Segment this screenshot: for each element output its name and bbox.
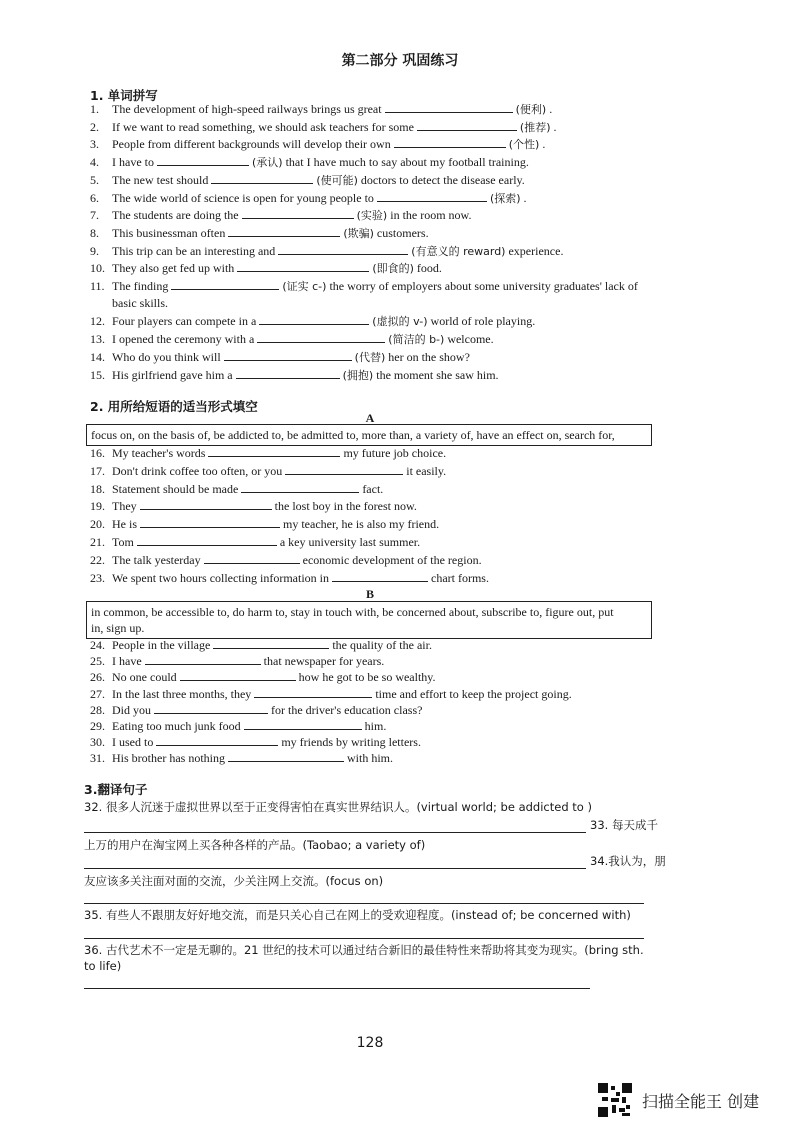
answer-blank[interactable] xyxy=(417,119,517,131)
scanner-brand-text: 扫描全能王 创建 xyxy=(642,1091,760,1111)
chinese-hint: (虚拟的 v-) xyxy=(372,315,428,329)
chinese-hint: (推荐) xyxy=(519,120,551,134)
q36-prompt-line2: to life) xyxy=(84,959,122,973)
question-text-end: chart forms. xyxy=(431,570,489,585)
answer-blank[interactable] xyxy=(236,367,340,379)
question-text-end: it easily. xyxy=(406,463,447,478)
question-text: My teacher's words xyxy=(112,446,206,460)
question-text-end: that I have much to say about my football training. xyxy=(285,155,529,170)
question-text: The students are doing the xyxy=(112,208,239,223)
question-line xyxy=(90,750,393,765)
answer-blank[interactable] xyxy=(208,445,340,457)
question-text: I have xyxy=(112,654,142,669)
question-line xyxy=(90,718,386,733)
question-line xyxy=(90,653,384,668)
question-line xyxy=(90,734,421,749)
question-number: 18. xyxy=(90,481,105,496)
question-text: The development of high-speed railways brings us great xyxy=(112,102,382,116)
question-line xyxy=(90,313,535,329)
question-line xyxy=(90,552,482,567)
question-number: 11. xyxy=(90,279,105,293)
question-text: We spent two hours collecting information in xyxy=(112,570,329,585)
question-text-end: how he got to be so wealthy. xyxy=(298,670,436,685)
question-number: 30. xyxy=(90,735,105,750)
question-line xyxy=(90,119,557,135)
question-text: I have to xyxy=(112,155,154,170)
question-line xyxy=(90,498,417,513)
question-line xyxy=(90,686,572,701)
question-number: 12. xyxy=(90,314,105,329)
question-number: 27. xyxy=(90,686,105,701)
question-text: Four players can compete in a xyxy=(112,314,257,329)
answer-blank[interactable] xyxy=(241,481,359,493)
answer-blank[interactable] xyxy=(385,101,513,113)
group-b-phrase-box xyxy=(86,601,652,639)
question-number: 7. xyxy=(90,208,99,223)
question-line xyxy=(90,534,420,549)
chinese-hint: (承认) xyxy=(251,156,283,170)
question-number: 25. xyxy=(90,654,105,669)
question-text-end: that newspaper for years. xyxy=(263,654,385,669)
question-line xyxy=(90,516,439,531)
group-b-phrases-line2: in, sign up. xyxy=(91,621,145,635)
question-text: His brother has nothing xyxy=(112,751,225,766)
answer-blank[interactable] xyxy=(332,570,428,582)
section1-heading: 1. 单词拼写 xyxy=(90,88,158,103)
question-number: 29. xyxy=(90,719,105,733)
answer-blank[interactable] xyxy=(278,243,408,255)
answer-blank[interactable] xyxy=(224,349,352,361)
question-text-end: with him. xyxy=(347,751,394,766)
question-text-end: . xyxy=(553,119,557,134)
question-text-end: the quality of the air. xyxy=(332,638,432,652)
answer-blank[interactable] xyxy=(171,278,279,290)
question-line xyxy=(90,154,529,170)
q34-prompt-end: 友应该多关注面对面的交流，少关注网上交流。(focus on) xyxy=(84,874,384,888)
question-text: This businessman often xyxy=(112,225,226,240)
section3-heading: 3.翻译句子 xyxy=(84,782,148,797)
question-text: People from different backgrounds will develop their own xyxy=(112,137,391,152)
question-text: Did you xyxy=(112,702,151,717)
question-line xyxy=(90,349,470,365)
question-line xyxy=(90,278,638,294)
question-number: 23. xyxy=(90,570,105,585)
chinese-hint: (便利) xyxy=(515,103,547,116)
answer-blank[interactable] xyxy=(140,516,280,528)
qr-code-icon xyxy=(598,1083,632,1117)
question-text-end: my friends by writing letters. xyxy=(281,735,421,750)
answer-blank[interactable] xyxy=(228,225,340,237)
question-text-end: my teacher, he is also my friend. xyxy=(283,517,440,532)
question-text-end: food. xyxy=(416,261,442,276)
question-text-end: welcome. xyxy=(447,332,494,347)
chinese-hint: (实验) xyxy=(356,209,388,223)
question-text: If we want to read something, we should ask teachers for some xyxy=(112,119,414,134)
question-text: basic skills. xyxy=(112,295,168,310)
question-text: The new test should xyxy=(112,172,209,187)
q33-prompt-end: 上万的用户在淘宝网上买各种各样的产品。(Taobao; a variety of) xyxy=(84,838,426,852)
question-text: Tom xyxy=(112,535,134,549)
question-number: 21. xyxy=(90,535,105,549)
question-line xyxy=(90,367,499,383)
answer-blank[interactable] xyxy=(285,463,403,475)
scanner-footer xyxy=(598,1083,759,1117)
question-number: 22. xyxy=(90,552,105,567)
question-text: Eating too much junk food xyxy=(112,719,241,733)
q32-answer-line[interactable] xyxy=(84,832,586,833)
question-text: No one could xyxy=(112,670,177,685)
question-number: 13. xyxy=(90,332,105,347)
question-text-end: for the driver's education class? xyxy=(271,702,423,717)
question-number: 31. xyxy=(90,751,105,766)
question-text: He is xyxy=(112,517,137,532)
q32-prompt: 32. 很多人沉迷于虚拟世界以至于正变得害怕在真实世界结识人。(virtual world; be addicted to ) xyxy=(84,800,592,814)
question-number: 17. xyxy=(90,463,105,478)
question-number: 24. xyxy=(90,638,105,652)
answer-blank[interactable] xyxy=(394,136,506,148)
chinese-hint: (使可能) xyxy=(316,173,358,187)
question-text-end: the worry of employers about some university graduates' lack of xyxy=(329,279,638,293)
question-number: 14. xyxy=(90,349,105,364)
answer-blank[interactable] xyxy=(254,686,372,698)
answer-blank[interactable] xyxy=(137,534,277,546)
question-number: 26. xyxy=(90,670,105,685)
question-text-end: world of role playing. xyxy=(430,314,536,329)
question-number: 15. xyxy=(90,367,105,382)
question-line xyxy=(90,225,429,241)
answer-blank[interactable] xyxy=(237,260,369,272)
question-line xyxy=(90,331,494,347)
question-number: 10. xyxy=(90,261,105,276)
question-number: 3. xyxy=(90,137,99,152)
answer-blank[interactable] xyxy=(156,734,278,746)
chinese-hint: (个性) xyxy=(508,138,540,152)
chinese-hint: (有意义的 reward) xyxy=(411,244,506,258)
group-a-phrase-box xyxy=(86,424,652,446)
answer-blank[interactable] xyxy=(377,190,487,202)
group-a-label: A xyxy=(365,411,375,425)
question-text-end: fact. xyxy=(362,481,384,496)
answer-blank[interactable] xyxy=(242,207,354,219)
question-text-end: experience. xyxy=(508,243,564,258)
question-text-end: a key university last summer. xyxy=(279,535,421,549)
question-text: Statement should be made xyxy=(112,481,239,496)
question-text-end: time and effort to keep the project going. xyxy=(375,686,572,701)
group-b-phrases-line1: in common, be accessible to, do harm to, stay in touch with, be concerned about, subscribe to, figure out, put xyxy=(91,605,614,619)
question-line xyxy=(90,260,442,276)
question-number: 6. xyxy=(90,190,99,205)
answer-blank[interactable] xyxy=(244,718,362,730)
q33-answer-line[interactable] xyxy=(84,868,586,869)
question-text-end: in the room now. xyxy=(390,208,472,223)
question-number: 28. xyxy=(90,702,105,717)
question-line xyxy=(90,445,446,460)
question-line xyxy=(90,570,489,585)
question-text-end: economic development of the region. xyxy=(302,552,482,567)
question-line xyxy=(90,101,552,117)
q36-prompt-line1: 36. 古代艺术不一定是无聊的。21 世纪的技术可以通过结合新旧的最佳特性来帮助将其变为现实。(bring sth. xyxy=(84,943,644,957)
answer-blank[interactable] xyxy=(140,498,272,510)
q33-prompt-start: 33. 每天成千 xyxy=(590,818,658,832)
chinese-hint: (探索) xyxy=(489,191,521,205)
question-text-end: customers. xyxy=(376,225,429,240)
question-text-end: doctors to detect the disease early. xyxy=(360,172,525,187)
question-text: In the last three months, they xyxy=(112,686,252,701)
question-number: 2. xyxy=(90,119,99,134)
question-line xyxy=(90,243,563,259)
question-text-end: the moment she saw him. xyxy=(376,367,499,382)
question-number: 20. xyxy=(90,517,105,532)
question-text-end: her on the show? xyxy=(388,349,470,364)
question-text: They xyxy=(112,499,137,514)
question-text: I opened the ceremony with a xyxy=(112,332,255,347)
q35-answer-line[interactable] xyxy=(84,938,644,939)
question-number: 1. xyxy=(90,102,99,116)
answer-blank[interactable] xyxy=(211,172,313,184)
question-text: People in the village xyxy=(112,638,211,652)
group-a-phrases: focus on, on the basis of, be addicted to, be admitted to, more than, a variety of, have an effect on, search for, xyxy=(91,428,615,442)
question-text: I used to xyxy=(112,735,154,750)
question-text-end: my future job choice. xyxy=(343,446,447,460)
question-text-end: the lost boy in the forest now. xyxy=(274,499,417,514)
question-text: Who do you think will xyxy=(112,349,221,364)
question-line xyxy=(90,463,446,478)
question-text: The finding xyxy=(112,279,169,293)
answer-blank[interactable] xyxy=(157,154,249,166)
answer-blank[interactable] xyxy=(145,653,261,665)
question-line xyxy=(90,669,436,684)
section2-heading: 2. 用所给短语的适当形式填空 xyxy=(90,399,258,414)
answer-blank[interactable] xyxy=(228,750,344,762)
q36-answer-line[interactable] xyxy=(84,988,590,989)
chinese-hint: (证实 c-) xyxy=(282,280,327,293)
question-line xyxy=(90,481,383,496)
question-number: 19. xyxy=(90,499,105,514)
question-number: 9. xyxy=(90,243,99,258)
chinese-hint: (即食的) xyxy=(372,262,414,276)
question-number: 8. xyxy=(90,225,99,240)
answer-blank[interactable] xyxy=(180,669,296,681)
answer-blank[interactable] xyxy=(257,331,385,343)
chinese-hint: (简洁的 b-) xyxy=(388,333,445,347)
q35-prompt: 35. 有些人不跟朋友好好地交流，而是只关心自己在网上的受欢迎程度。(instead of; be concerned with) xyxy=(84,908,631,922)
q34-prompt-start: 34.我认为，朋 xyxy=(590,854,666,868)
question-line xyxy=(90,136,545,152)
answer-blank[interactable] xyxy=(259,313,369,325)
page-number: 128 xyxy=(356,1035,384,1051)
question-line xyxy=(90,637,432,652)
question-number: 4. xyxy=(90,155,99,170)
question-text: Don't drink coffee too often, or you xyxy=(112,463,283,478)
group-b-label: B xyxy=(365,587,374,601)
answer-blank[interactable] xyxy=(154,702,268,714)
question-text-end: . xyxy=(542,137,546,152)
question-text-end: . xyxy=(523,190,527,205)
page-title: 第二部分 巩固练习 xyxy=(341,53,459,69)
answer-blank[interactable] xyxy=(213,637,329,649)
question-text: This trip can be an interesting and xyxy=(112,243,276,258)
chinese-hint: (欺骗) xyxy=(343,226,374,240)
question-line xyxy=(90,190,527,206)
question-number: 5. xyxy=(90,172,99,187)
q34-answer-line[interactable] xyxy=(84,903,644,904)
question-number: 16. xyxy=(90,446,105,460)
answer-blank[interactable] xyxy=(204,552,300,564)
question-line xyxy=(90,296,168,310)
question-line xyxy=(90,172,525,188)
chinese-hint: (拥抱) xyxy=(342,368,374,382)
chinese-hint: (代替) xyxy=(354,350,386,364)
question-text: The wide world of science is open for young people to xyxy=(112,190,374,205)
question-text: The talk yesterday xyxy=(112,552,201,567)
question-text-end: him. xyxy=(364,719,387,733)
question-text-end: . xyxy=(549,102,553,116)
question-line xyxy=(90,702,422,717)
question-text: His girlfriend gave him a xyxy=(112,367,233,382)
question-text: They also get fed up with xyxy=(112,261,235,276)
question-line xyxy=(90,207,471,223)
